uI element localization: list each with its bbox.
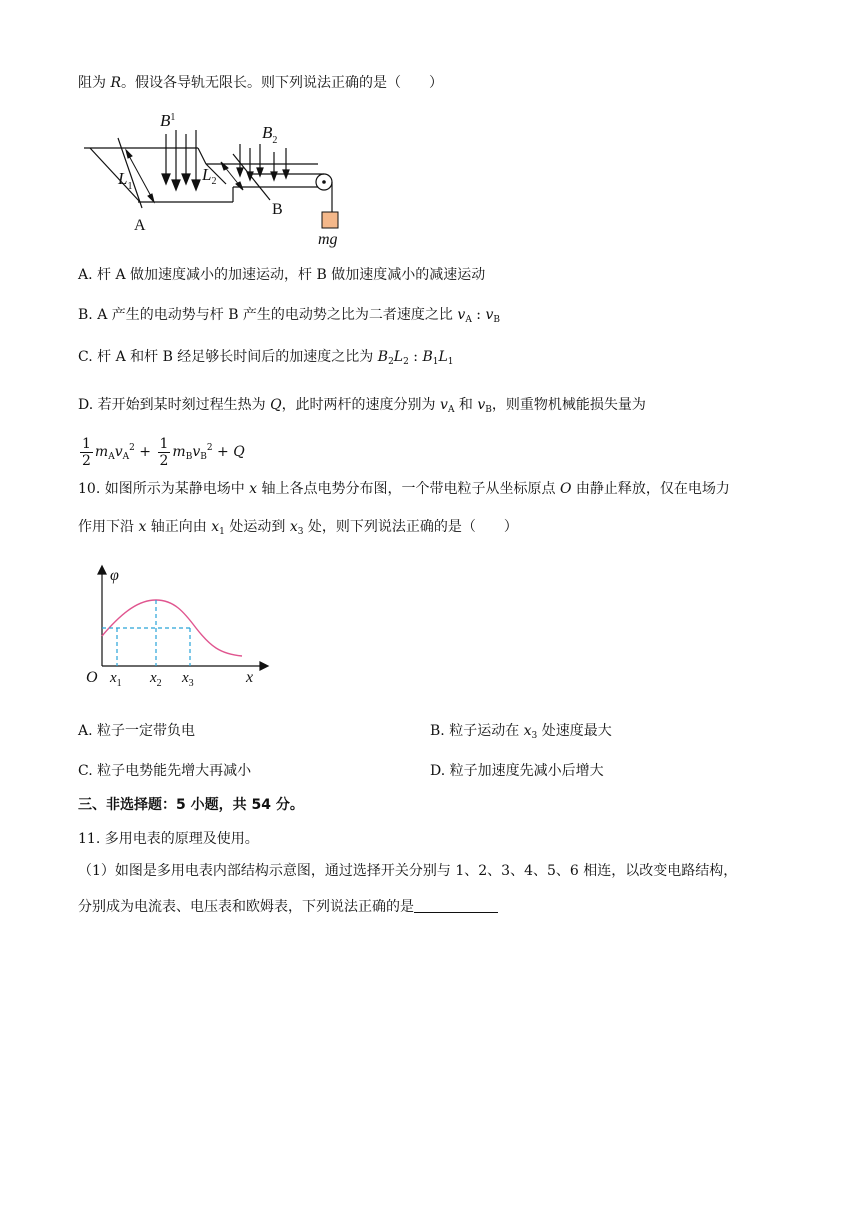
svg-text:x3: $x_3$ bbox=[182, 670, 194, 689]
q9-intro: 阻为 R。假设各导轨无限长。则下列说法正确的是（ ） bbox=[78, 75, 443, 91]
q10-potential-figure bbox=[84, 562, 274, 692]
weight-block bbox=[322, 212, 338, 228]
q9-option-a: A. 杆 A 做加速度减小的加速运动，杆 B 做加速度减小的减速运动 bbox=[78, 267, 486, 283]
q10-option-a: A. 粒子一定带负电 bbox=[78, 723, 196, 739]
svg-text:mg: mg bbox=[318, 231, 338, 248]
svg-text:B2: $B_2$ bbox=[262, 123, 278, 146]
q10-option-c: C. 粒子电势能先增大再减小 bbox=[78, 763, 252, 779]
q9-option-d-formula: $\frac{1}{2}$ $m_Av_A^2$ + $\frac{1}{2}$ $m_Bv_B^2 + Q$ bbox=[82, 435, 245, 469]
svg-text:A: A bbox=[134, 217, 146, 234]
q11-line2: 分别成为电流表、电压表和欧姆表，下列说法正确的是 bbox=[78, 896, 498, 918]
svg-text:O: O bbox=[86, 669, 98, 686]
q10-line1: 10. 如图所示为某静电场中 x 轴上各点电势分布图，一个带电粒子从坐标原点 O 由静止释放，仅在电场力 bbox=[78, 481, 730, 497]
svg-text:x2: $x_2$ bbox=[150, 670, 162, 689]
svg-text:L1: $L_1$ bbox=[118, 169, 133, 192]
q11-title: 11. 多用电表的原理及使用。 bbox=[78, 831, 259, 847]
q10-option-d: D. 粒子加速度先减小后增大 bbox=[430, 763, 604, 779]
section-heading: 三、非选择题：5 小题，共 54 分。 bbox=[78, 797, 304, 813]
q10-line2: 作用下沿 x 轴正向由 $x_1$ 处运动到 $x_3$ 处，则下列说法正确的是（ ） bbox=[78, 519, 518, 537]
q10-option-b: B. 粒子运动在 $x_3$ 处速度最大 bbox=[430, 723, 612, 741]
svg-text:L2: $L_2$ bbox=[202, 165, 217, 187]
q9-option-b: B. A 产生的电动势与杆 B 产生的电动势之比为二者速度之比 $v_A$ : $v_B$ bbox=[78, 307, 500, 325]
svg-text:x1: $x_1$ bbox=[110, 670, 122, 689]
q9-rail-figure bbox=[78, 108, 368, 248]
svg-text:x: x bbox=[246, 669, 254, 686]
svg-text:φ: φ bbox=[110, 567, 119, 584]
q11-line1: （1）如图是多用电表内部结构示意图，通过选择开关分别与 1、2、3、4、5、6 相连，以改变电路结构， bbox=[78, 863, 738, 879]
svg-text:B1: $B^1$ bbox=[160, 111, 176, 130]
svg-text:B: B bbox=[272, 201, 283, 218]
q9-option-d: D. 若开始到某时刻过程生热为 Q，此时两杆的速度分别为 $v_A$ 和 $v_B$，则重物机械能损失量为 bbox=[78, 397, 646, 415]
answer-blank[interactable] bbox=[414, 898, 498, 913]
q9-option-c: C. 杆 A 和杆 B 经足够长时间后的加速度之比为 $B_2L_2$ : $B_1L_1$ bbox=[78, 349, 454, 367]
